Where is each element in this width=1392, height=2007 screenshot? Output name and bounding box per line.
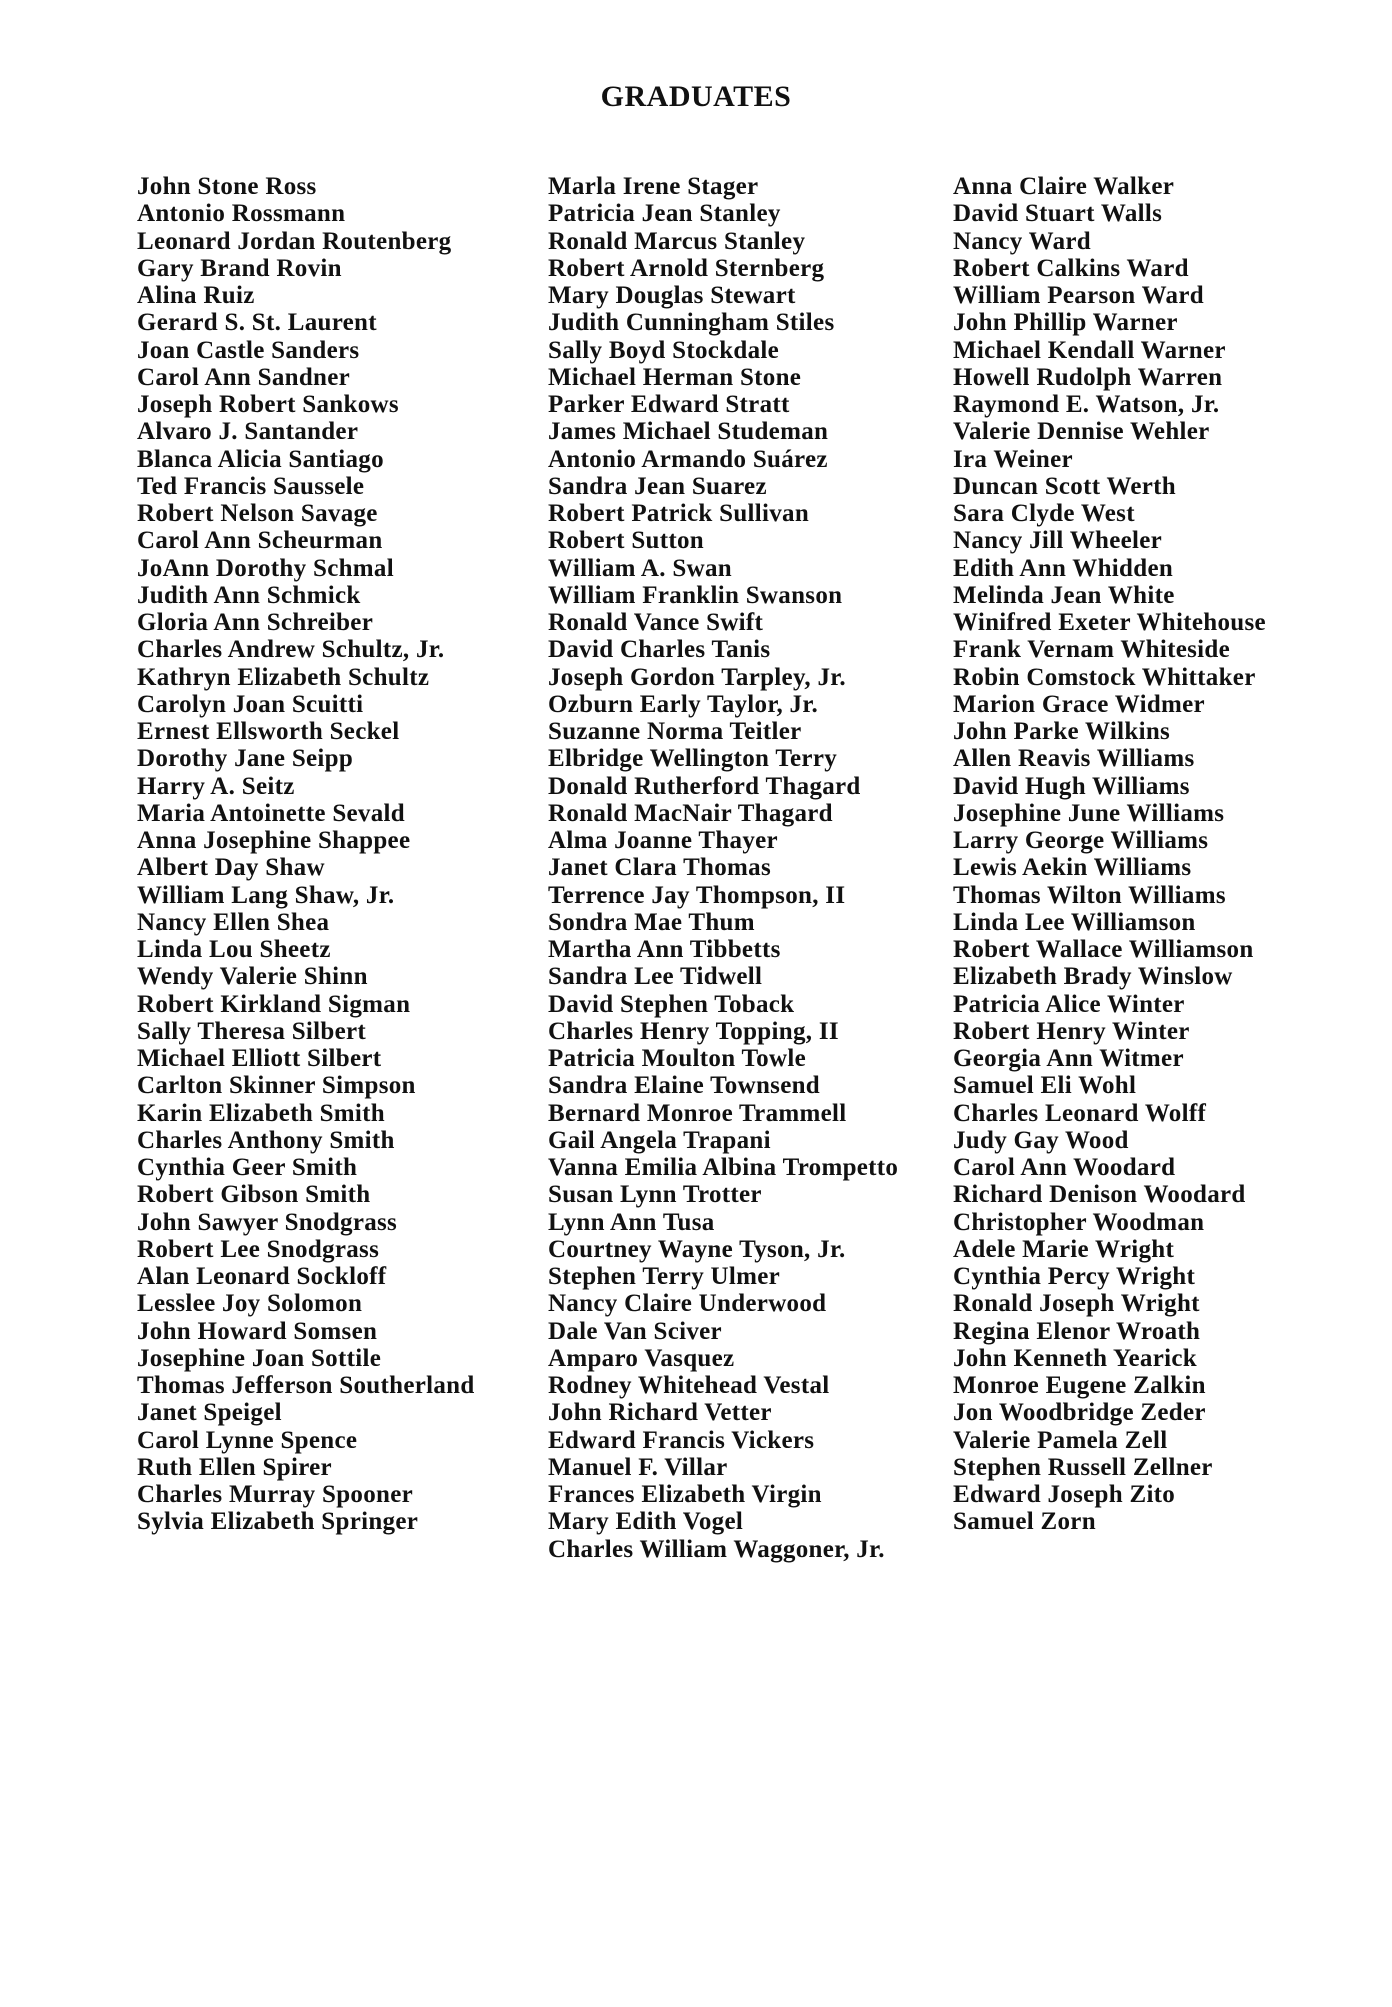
graduate-name: Elizabeth Brady Winslow	[953, 963, 1233, 991]
graduate-name: Charles Henry Topping, II	[548, 1017, 839, 1045]
graduate-name: Dorothy Jane Seipp	[137, 745, 354, 773]
graduate-name: Antonio Armando Suárez	[548, 445, 828, 473]
graduate-name: Nancy Claire Underwood	[548, 1290, 827, 1318]
graduate-name: John Phillip Warner	[953, 309, 1178, 337]
graduate-name: William Pearson Ward	[953, 282, 1204, 309]
graduate-name: Gerard S. St. Laurent	[137, 309, 377, 337]
page-title: GRADUATES	[600, 80, 792, 113]
graduate-name: Carlton Skinner Simpson	[137, 1072, 416, 1100]
graduate-name: Joseph Gordon Tarpley, Jr.	[548, 663, 846, 691]
graduate-name: Mary Douglas Stewart	[548, 282, 796, 309]
graduate-name: Jon Woodbridge Zeder	[953, 1399, 1206, 1427]
graduate-name: Edward Joseph Zito	[953, 1481, 1176, 1508]
graduate-name: Alina Ruiz	[137, 282, 255, 309]
graduate-name: Linda Lou Sheetz	[137, 936, 331, 963]
graduate-name: Edith Ann Whidden	[953, 554, 1174, 582]
graduate-name: Janet Clara Thomas	[548, 854, 772, 882]
graduate-name: Howell Rudolph Warren	[953, 363, 1223, 391]
graduate-name: Ronald Marcus Stanley	[548, 227, 806, 255]
graduate-name: Alvaro J. Santander	[137, 418, 359, 446]
graduate-name: Carol Ann Woodard	[953, 1154, 1176, 1181]
graduate-name: Ronald MacNair Thagard	[548, 799, 833, 827]
graduates-column-2	[548, 173, 898, 1563]
graduate-name: Joan Castle Sanders	[137, 336, 360, 364]
graduate-name: Carolyn Joan Scuitti	[137, 690, 364, 718]
graduate-name: Larry George Williams	[953, 827, 1209, 854]
graduate-name: Allen Reavis Williams	[953, 745, 1195, 773]
graduate-name: Thomas Wilton Williams	[953, 881, 1226, 909]
graduate-name: Robert Lee Snodgrass	[137, 1235, 380, 1263]
graduate-name: Patricia Alice Winter	[953, 990, 1185, 1018]
graduate-name: Melinda Jean White	[953, 581, 1175, 609]
graduate-name: Elbridge Wellington Terry	[548, 745, 838, 773]
graduate-name: Charles Murray Spooner	[137, 1481, 414, 1508]
graduate-name: Carol Ann Sandner	[137, 363, 351, 391]
graduate-name: Robert Henry Winter	[953, 1017, 1190, 1045]
graduate-name: Kathryn Elizabeth Schultz	[137, 663, 430, 691]
graduate-name: Charles William Waggoner, Jr.	[548, 1535, 885, 1563]
graduate-name: Leonard Jordan Routenberg	[137, 227, 452, 255]
graduate-name: Robert Gibson Smith	[137, 1181, 371, 1209]
graduate-name: Robert Sutton	[548, 527, 704, 555]
graduate-name: Winifred Exeter Whitehouse	[953, 609, 1266, 636]
graduate-name: Parker Edward Stratt	[548, 391, 790, 418]
graduate-name: Frances Elizabeth Virgin	[548, 1481, 822, 1508]
graduate-name: Sandra Lee Tidwell	[548, 963, 763, 991]
graduate-name: Monroe Eugene Zalkin	[953, 1372, 1206, 1399]
graduate-name: Cynthia Percy Wright	[953, 1263, 1196, 1290]
graduate-name: Stephen Russell Zellner	[953, 1453, 1213, 1481]
graduate-name: Josephine June Williams	[953, 799, 1225, 827]
graduates-column-3	[953, 173, 1266, 1536]
graduate-name: John Howard Somsen	[137, 1317, 378, 1345]
graduate-name: Ozburn Early Taylor, Jr.	[548, 690, 818, 718]
graduate-name: Sondra Mae Thum	[548, 908, 755, 936]
graduate-name: Harry A. Seitz	[137, 772, 295, 800]
graduate-name: Ira Weiner	[953, 445, 1073, 473]
graduate-name: Judy Gay Wood	[953, 1126, 1129, 1154]
graduate-name: Donald Rutherford Thagard	[548, 772, 861, 800]
graduate-name: Linda Lee Williamson	[953, 908, 1196, 936]
graduate-name: Courtney Wayne Tyson, Jr.	[548, 1235, 846, 1263]
graduate-name: Karin Elizabeth Smith	[137, 1099, 385, 1127]
graduate-name: Sandra Jean Suarez	[548, 472, 767, 500]
graduate-name: Marion Grace Widmer	[953, 690, 1205, 718]
graduate-name: Judith Cunningham Stiles	[548, 309, 835, 337]
graduate-name: Sara Clyde West	[953, 500, 1135, 527]
graduate-name: Sally Theresa Silbert	[137, 1017, 367, 1045]
graduate-name: Robert Kirkland Sigman	[137, 990, 411, 1018]
graduate-name: Vanna Emilia Albina Trompetto	[548, 1154, 899, 1181]
graduate-name: Stephen Terry Ulmer	[548, 1263, 781, 1290]
graduate-name: Nancy Ward	[953, 227, 1091, 255]
graduate-name: Anna Claire Walker	[953, 173, 1175, 200]
graduate-name: David Charles Tanis	[548, 636, 771, 664]
graduate-name: Michael Kendall Warner	[953, 336, 1226, 364]
graduate-name: Valerie Dennise Wehler	[953, 418, 1210, 446]
graduate-name: Samuel Eli Wohl	[953, 1072, 1137, 1100]
graduate-name: Josephine Joan Sottile	[137, 1344, 382, 1372]
graduate-name: Alan Leonard Sockloff	[137, 1263, 387, 1290]
graduate-name: Judith Ann Schmick	[137, 581, 361, 609]
graduate-name: Lewis Aekin Williams	[953, 854, 1192, 882]
graduate-name: Martha Ann Tibbetts	[548, 936, 781, 963]
graduate-name: Ted Francis Saussele	[137, 472, 365, 500]
graduate-name: Bernard Monroe Trammell	[548, 1099, 847, 1127]
graduate-name: David Stuart Walls	[953, 200, 1163, 228]
graduate-name: Valerie Pamela Zell	[953, 1426, 1168, 1454]
graduate-name: Charles Leonard Wolff	[953, 1099, 1207, 1127]
graduate-name: Joseph Robert Sankows	[137, 391, 399, 418]
graduate-name: William A. Swan	[548, 554, 732, 582]
graduate-name: Rodney Whitehead Vestal	[548, 1372, 830, 1399]
graduate-name: Edward Francis Vickers	[548, 1426, 815, 1454]
graduates-column-1	[137, 173, 475, 1536]
graduate-name: Robin Comstock Whittaker	[953, 663, 1256, 691]
graduate-name: Ernest Ellsworth Seckel	[137, 718, 400, 745]
graduate-name: Marla Irene Stager	[548, 173, 759, 200]
graduate-name: Gary Brand Rovin	[137, 254, 342, 282]
graduate-name: Ronald Vance Swift	[548, 609, 764, 636]
graduate-name: John Richard Vetter	[548, 1399, 772, 1427]
graduate-name: Sylvia Elizabeth Springer	[137, 1508, 419, 1536]
graduate-name: Antonio Rossmann	[137, 200, 346, 228]
graduate-name: Georgia Ann Witmer	[953, 1045, 1184, 1072]
graduate-name: Raymond E. Watson, Jr.	[953, 391, 1220, 418]
graduate-name: Mary Edith Vogel	[548, 1508, 744, 1536]
graduate-name: Lynn Ann Tusa	[548, 1208, 715, 1236]
graduate-name: Sandra Elaine Townsend	[548, 1072, 820, 1100]
graduate-name: John Stone Ross	[137, 173, 317, 200]
graduate-name: John Parke Wilkins	[953, 718, 1171, 745]
graduate-name: Maria Antoinette Sevald	[137, 799, 405, 827]
graduate-name: Duncan Scott Werth	[953, 472, 1177, 500]
graduate-name: Patricia Moulton Towle	[548, 1045, 806, 1072]
graduate-name: Samuel Zorn	[953, 1508, 1096, 1536]
graduate-name: Robert Patrick Sullivan	[548, 500, 810, 527]
graduate-name: Cynthia Geer Smith	[137, 1154, 358, 1181]
graduate-name: Robert Arnold Sternberg	[548, 254, 825, 282]
graduate-name: Dale Van Sciver	[548, 1317, 722, 1345]
graduate-name: Nancy Ellen Shea	[137, 908, 330, 936]
graduate-name: JoAnn Dorothy Schmal	[137, 554, 394, 582]
graduate-name: Charles Andrew Schultz, Jr.	[137, 636, 445, 664]
graduate-name: Christopher Woodman	[953, 1208, 1205, 1236]
graduate-name: James Michael Studeman	[548, 418, 829, 446]
graduate-name: William Lang Shaw, Jr.	[137, 881, 395, 909]
graduate-name: Michael Herman Stone	[548, 363, 802, 391]
graduate-name: Regina Elenor Wroath	[953, 1317, 1201, 1345]
graduate-name: Wendy Valerie Shinn	[137, 963, 368, 991]
graduate-name: Carol Ann Scheurman	[137, 527, 383, 555]
graduate-name: Robert Calkins Ward	[953, 254, 1189, 282]
graduate-name: Frank Vernam Whiteside	[953, 636, 1230, 664]
graduate-name: Richard Denison Woodard	[953, 1181, 1246, 1209]
graduate-name: Patricia Jean Stanley	[548, 200, 781, 228]
graduate-name: Amparo Vasquez	[548, 1344, 735, 1372]
graduate-name: Adele Marie Wright	[953, 1235, 1175, 1263]
graduate-name: Robert Nelson Savage	[137, 500, 378, 527]
graduate-name: John Kenneth Yearick	[953, 1344, 1197, 1372]
graduate-name: Blanca Alicia Santiago	[137, 445, 384, 473]
graduate-name: Manuel F. Villar	[548, 1453, 728, 1481]
graduate-name: Charles Anthony Smith	[137, 1126, 395, 1154]
graduate-name: Ronald Joseph Wright	[953, 1290, 1200, 1318]
graduate-name: Susan Lynn Trotter	[548, 1181, 762, 1209]
graduate-name: Thomas Jefferson Southerland	[137, 1372, 475, 1399]
graduate-name: Carol Lynne Spence	[137, 1426, 358, 1454]
graduate-name: Terrence Jay Thompson, II	[548, 881, 846, 909]
graduate-name: Sally Boyd Stockdale	[548, 336, 780, 364]
graduate-name: William Franklin Swanson	[548, 581, 843, 609]
graduate-name: John Sawyer Snodgrass	[137, 1208, 398, 1236]
graduate-name: Gail Angela Trapani	[548, 1126, 771, 1154]
graduate-name: Anna Josephine Shappee	[137, 827, 411, 854]
graduate-name: Janet Speigel	[137, 1399, 282, 1427]
graduate-name: Albert Day Shaw	[137, 854, 325, 882]
graduate-name: David Hugh Williams	[953, 772, 1190, 800]
graduate-name: Robert Wallace Williamson	[953, 936, 1254, 963]
graduate-name: Gloria Ann Schreiber	[137, 609, 374, 636]
graduate-name: David Stephen Toback	[548, 990, 795, 1018]
graduate-name: Suzanne Norma Teitler	[548, 718, 802, 745]
graduate-name: Lesslee Joy Solomon	[137, 1290, 363, 1318]
graduate-name: Ruth Ellen Spirer	[137, 1453, 332, 1481]
graduate-name: Alma Joanne Thayer	[548, 827, 778, 854]
graduate-name: Nancy Jill Wheeler	[953, 527, 1163, 555]
graduate-name: Michael Elliott Silbert	[137, 1045, 382, 1072]
